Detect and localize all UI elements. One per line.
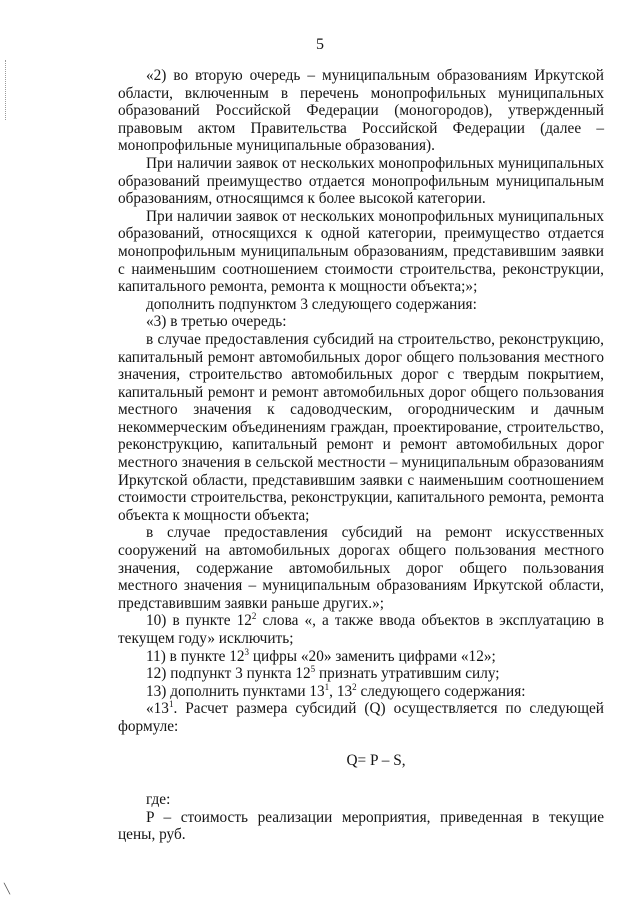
text-fragment: слова «, а также ввода объектов в эксплуатацию в текущем году» исключить;: [118, 612, 605, 647]
text-fragment: 12) подпункт 3 пункта 12: [146, 665, 311, 683]
superscript: 1: [168, 699, 174, 710]
text-fragment: 11) в пункте 12: [146, 647, 245, 665]
superscript: 2: [352, 681, 357, 692]
formula: Q= P – S,: [346, 751, 406, 769]
text-fragment: цифры «20» заменить цифрами «12»;: [249, 647, 496, 665]
paragraph: дополнить подпунктом 3 следующего содержания:: [146, 295, 477, 313]
corner-mark-icon: ╲: [4, 884, 11, 895]
paragraph: [118, 612, 604, 647]
superscript: 5: [310, 664, 316, 675]
text-fragment: признать утратившим силу;: [315, 665, 500, 683]
document-body: [118, 67, 604, 844]
text-fragment: . Расчет размера субсидий (Q) осуществляется по следующей формуле:: [118, 700, 604, 735]
paragraph: в случае предоставления субсидий на строительство, реконструкцию, капитальный ремонт автомобильных дорог общего пользования местного значения, строительство автомобильных дорог с твердым покрытием, капитальный ремонт и ремонт автомобильных дорог общего пользования местного значения к садоводческим, огородническим и дачным некоммерческим объединениям граждан, проектирование, строительство, реконструкцию, капитальный ремонт и ремонт автомобильных дорог местного значения в сельской местности – муниципальным образованиям Иркутской области, представившим заявки с наименьшим соотношением стоимости строительства, реконструкции, капитального ремонта, ремонта объекта к мощности объекта;: [118, 330, 604, 524]
paragraph: [118, 648, 604, 666]
text-fragment: , 13: [329, 682, 353, 700]
superscript: 2: [251, 611, 257, 622]
paragraph: P – стоимость реализации мероприятия, приведенная в текущие цены, руб.: [118, 808, 604, 844]
paragraph: [118, 700, 604, 735]
paragraph: При наличии заявок от нескольких монопрофильных муниципальных образований, относящихся к одной категории, преимущество отдается монопрофильным муниципальным образованиям, представившим заявки с наименьшим соотношением стоимости строительства, реконструкции, капитального ремонта, ремонта к мощности объекта;»;: [118, 207, 604, 296]
text-fragment: 13) дополнить пунктами 13: [146, 682, 325, 700]
paragraph: где:: [146, 791, 171, 809]
paragraph: в случае предоставления субсидий на ремонт искусственных сооружений на автомобильных дорогах общего пользования местного значения, содержание автомобильных дорог общего пользования местного значения – муниципальным образованиям Иркутской области, представившим заявки раньше других.»;: [118, 524, 604, 612]
text-fragment: 10) в пункте 12: [146, 612, 252, 630]
text-fragment: следующего содержания:: [356, 682, 526, 700]
superscript: 3: [244, 646, 250, 657]
paragraph: [118, 665, 604, 683]
superscript: 1: [324, 681, 330, 692]
paragraph: При наличии заявок от нескольких монопрофильных муниципальных образований преимущество отдается монопрофильным муниципальным образованиям, относящимся к более высокой категории.: [118, 154, 604, 208]
margin-scan-marks: [5, 60, 9, 120]
text-fragment: «13: [146, 700, 169, 718]
paragraph: [118, 683, 604, 701]
paragraph: «2) во вторую очередь – муниципальным образованиям Иркутской области, включенным в перечень монопрофильных муниципальных образований Российской Федерации (моногородов), утвержденный правовым актом Правительства Российской Федерации (далее – монопрофильные муниципальные образования).: [118, 67, 604, 155]
paragraph: «3) в третью очередь:: [146, 313, 287, 331]
page-number: 5: [316, 36, 324, 53]
